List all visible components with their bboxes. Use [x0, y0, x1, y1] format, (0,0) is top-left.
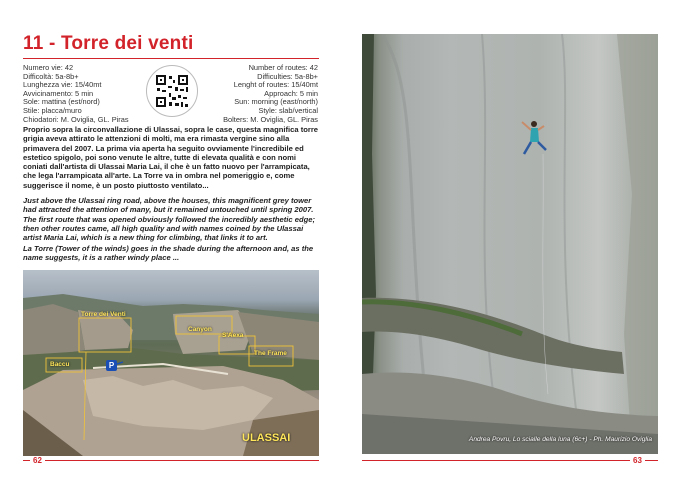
rock-face	[362, 34, 658, 454]
description-italian: Proprio sopra la circonvallazione di Ulassai, sopra le case, questa magnifica torre grigia aveva attirato le attenzioni di molti, ma era rimasta vergine sino alla primavera del 2007. La prima via aperta ha seguito ovviamente l'incredibile ed estetico spigolo, poi sono venute le altre, tutte di elevata qualità e con nomi coniati dall'artista di Ulassai Maria Lai, il che è un fatto nuovo per l'arrampicata, che lega l'arrampicata all'arte. La Torre va in ombra nel pomeriggio e, come suggerisce il nome, è un posto piuttosto ventilato...	[23, 125, 318, 190]
footer-rule-right	[362, 460, 658, 461]
climbing-photo	[362, 34, 658, 454]
qr-code[interactable]	[146, 65, 198, 117]
label-s-aexa: S'Aexa	[222, 332, 244, 339]
spec-en-length: Lenght of routes: 15/40mt	[233, 80, 318, 90]
spec-it-bolters: Chiodatori: M. Oviglia, GL. Piras	[23, 114, 129, 124]
footer-rule-left	[23, 460, 319, 461]
specs-english	[200, 64, 318, 124]
spec-it-routes: Numero vie: 42	[23, 63, 74, 72]
spec-en-style: Style: slab/vertical	[258, 105, 318, 115]
spec-en-approach: Approach: 5 min	[264, 88, 318, 98]
label-torre-dei-venti: Torre dei Venti	[81, 311, 126, 318]
description-english-tower: La Torre (Tower of the winds) goes in the shade during the afternoon and, as the name suggests, it is a rather windy place ...	[23, 244, 314, 263]
label-baccu: Baccu	[50, 361, 70, 368]
page-number-right: 63	[630, 456, 645, 465]
label-canyon: Canyon	[188, 326, 212, 333]
qr-code-icon	[147, 66, 197, 116]
spec-en-routes: Number of routes: 42	[248, 63, 318, 72]
right-page	[340, 0, 680, 482]
spec-it-length: Lunghezza vie: 15/40mt	[23, 80, 102, 90]
label-ulassai: ULASSAI	[242, 432, 291, 444]
description-english: Just above the Ulassai ring road, above the houses, this magnificent grey tower had attracted the attention of many, but it remained untouched until spring 2007. The first route that was opened obviously followed the incredibly aesthetic edge; then other routes came, all high quality and with names coined by the Ulassai artist Maria Lai, which is a new thing for climbing, that links it to art.	[23, 196, 315, 243]
spec-en-difficulty: Difficulties: 5a-8b+	[257, 71, 318, 81]
spec-it-approach: Avvicinamento: 5 min	[23, 88, 94, 98]
specs-italian	[23, 64, 143, 124]
spec-en-bolters: Bolters: M. Oviglia, GL. Piras	[223, 114, 318, 124]
climber	[522, 121, 546, 154]
title-rule	[23, 58, 319, 59]
label-the-frame: The Frame	[254, 350, 287, 357]
page-title: 11 - Torre dei venti	[23, 33, 194, 54]
spec-it-difficulty: Difficoltà: 5a-8b+	[23, 71, 79, 81]
spec-it-style: Stile: placca/muro	[23, 105, 82, 115]
spec-en-sun: Sun: morning (east/north)	[234, 97, 318, 107]
photo-credit: Andrea Povru, Lo scialle della luna (6c+) - Ph. Maurizio Oviglia	[468, 436, 652, 443]
page-number-left: 62	[30, 456, 45, 465]
spec-it-sun: Sole: mattina (est/nord)	[23, 97, 100, 107]
parking-icon: P	[106, 360, 117, 371]
ulassai-overview-photo	[23, 270, 319, 456]
